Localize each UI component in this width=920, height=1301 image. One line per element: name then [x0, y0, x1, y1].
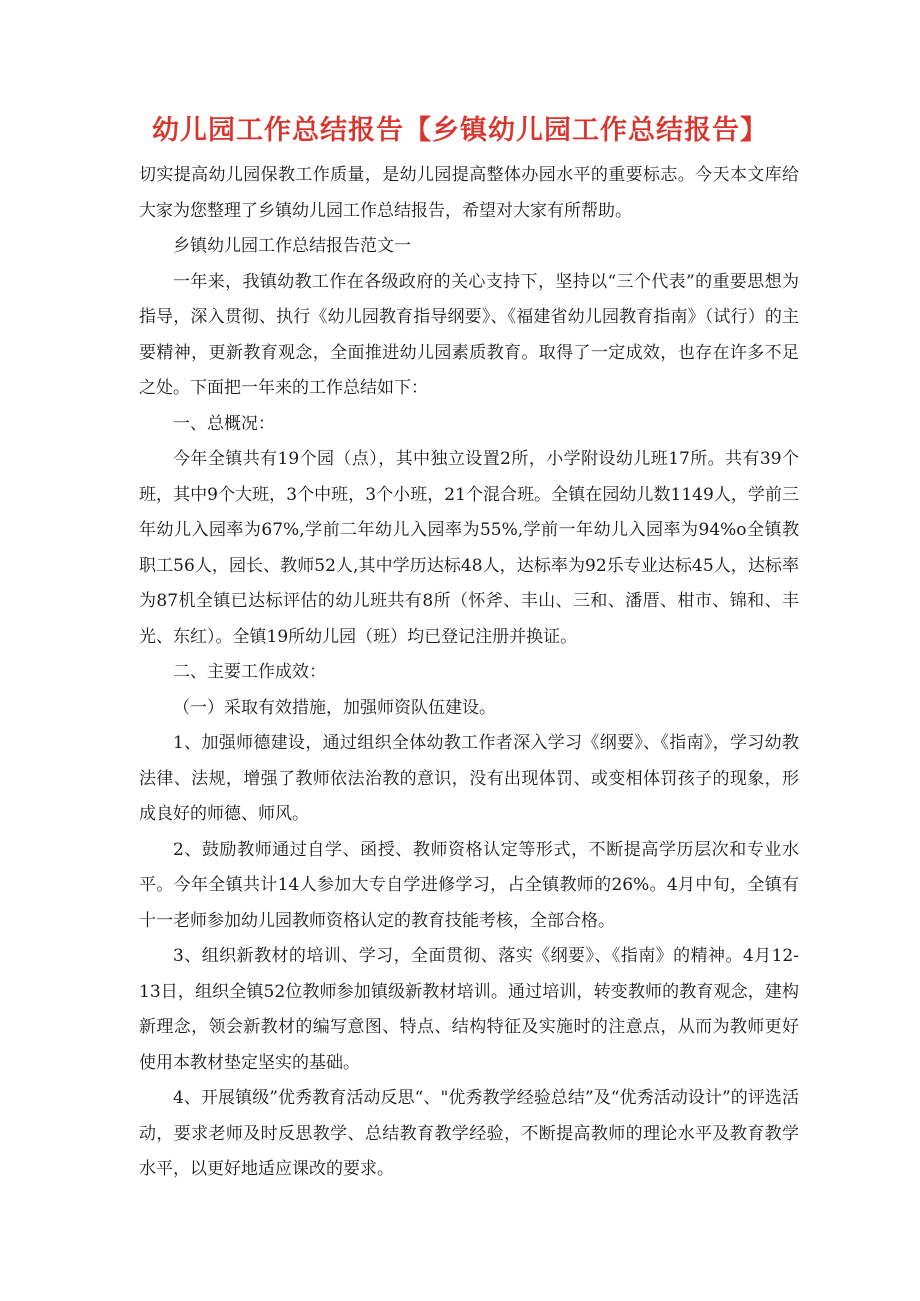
paragraph-overview: 一年来，我镇幼教工作在各级政府的关心支持下，坚持以“三个代表”的重要思想为指导，深入贯彻、执行《幼儿园教育指导纲要》、《福建省幼儿园教育指南》（试行）的主要精神，更新教育观念，全面推进幼儿园素质教育。取得了一定成效，也存在许多不足之处。下面把一年来的工作总结如下：: [139, 271, 799, 398]
paragraph-item-2: 2、鼓励教师通过自学、函授、教师资格认定等形式，不断提高学历层次和专业水平。今年全镇共计14人参加大专自学进修学习，占全镇教师的26%。4月中旬，全镇有十一老师参加幼儿园教师资格认定的教育技能考核，全部合格。: [139, 839, 799, 931]
document-title: 幼儿园工作总结报告【乡镇幼儿园工作总结报告】: [152, 115, 768, 146]
section-heading-achievements: 二、主要工作成效：: [173, 662, 326, 682]
document-body: [139, 158, 799, 1188]
paragraph-item-3: 3、组织新教材的培训、学习，全面贯彻、落实《纲要》、《指南》的精神。4月12-13日，组织全镇52位教师参加镇级新教材培训。通过培训，转变教师的教育观念，建构新理念，领会新教材的编写意图、特点、结构特征及实施时的注意点，从而为教师更好使用本教材垫定坚实的基础。: [139, 946, 799, 1073]
subsection-heading-teachers: （一）采取有效措施，加强师资队伍建设。: [173, 697, 496, 718]
section-heading-general: 一、总概况：: [173, 413, 275, 434]
paragraph-item-4: 4、开展镇级”优秀教育活动反思“、"优秀教学经验总结”及“优秀活动设计”的评选活动，要求老师及时反思教学、总结教育教学经验，不断提高教师的理论水平及教育教学水平，以更好地适应课改的要求。: [139, 1088, 799, 1179]
paragraph-statistics: 今年全镇共有19个园（点），其中独立设置2所，小学附设幼儿班17所。共有39个班，其中9个大班，3个中班，3个小班，21个混合班。全镇在园幼儿数1149人，学前三年幼儿入园率为67%,学前二年幼儿入园率为55%,学前一年幼儿入园率为94%o全镇教职工56人，园长、教师52人,其中学历达标48人，达标率为92乐专业达标45人，达标率为87机全镇已达标评估的幼儿班共有8所（怀斧、丰山、三和、潘厝、柑市、锦和、丰光、东红）。全镇19所幼儿园（班）均已登记注册并换证。: [139, 449, 799, 647]
paragraph-subtitle: 乡镇幼儿园工作总结报告范文一: [173, 236, 411, 256]
paragraph-item-1: 1、加强师德建设，通过组织全体幼教工作者深入学习《纲要》、《指南》，学习幼教法律、法规，增强了教师依法治教的意识，没有出现体罚、或变相体罚孩子的现象，形成良好的师德、师风。: [139, 733, 799, 824]
paragraph-intro: 切实提高幼儿园保教工作质量，是幼儿园提高整体办园水平的重要标志。今天本文库给大家为您整理了乡镇幼儿园工作总结报告，希望对大家有所帮助。: [139, 165, 799, 221]
